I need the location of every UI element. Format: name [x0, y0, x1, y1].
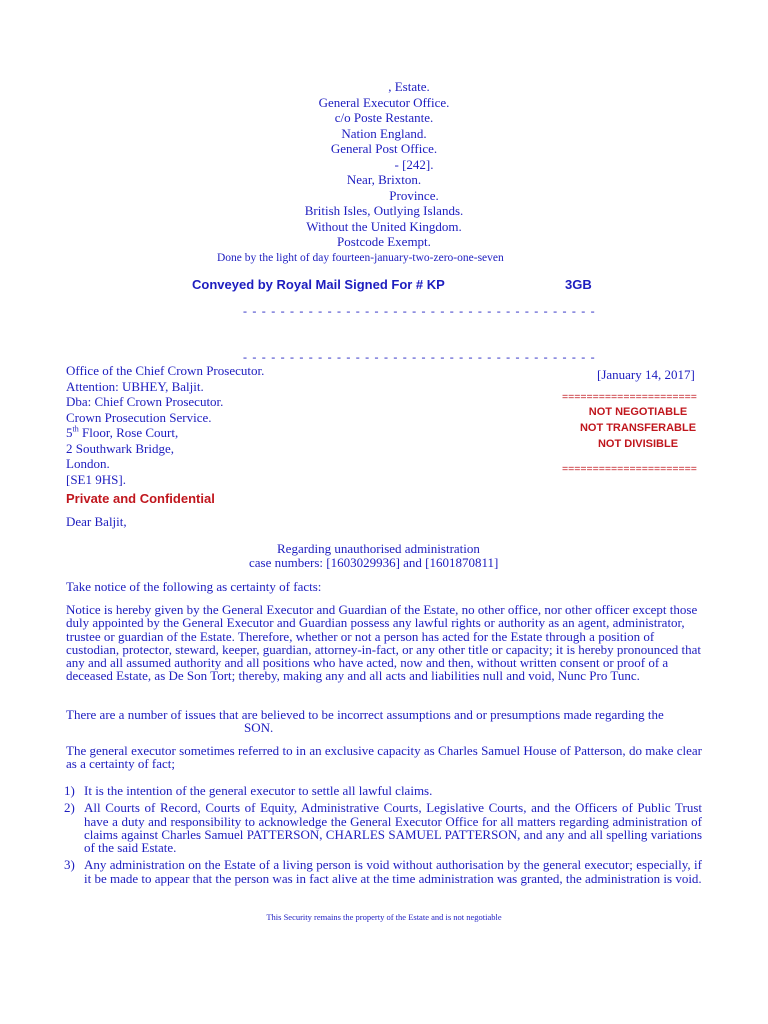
header-line: , Estate.	[388, 79, 430, 94]
recipient-line: London.	[66, 456, 110, 471]
recipient-floor-line	[66, 425, 264, 441]
recipient-address-block	[66, 363, 264, 487]
header-line: c/o Poste Restante.	[334, 110, 434, 125]
done-by-line: Done by the light of day fourteen-january-two-zero-one-seven	[217, 252, 504, 264]
not-negotiable-label: NOT NEGOTIABLE	[588, 406, 688, 418]
list-item	[66, 784, 702, 797]
not-transferable-label: NOT TRANSFERABLE	[579, 422, 697, 434]
footer-note: This Security remains the property of the Estate and is not negotiable	[266, 912, 502, 922]
rule-top: ======================	[562, 391, 697, 403]
header-line: British Isles, Outlying Islands.	[304, 203, 464, 218]
floor-number: 5	[66, 425, 73, 440]
list-item	[66, 801, 702, 854]
notice-paragraph: Notice is hereby given by the General Executor and Guardian of the Estate, no other office, nor other officer except those duly appointed by the General Executor and Guardian possess any lawful rights or authority as an agent, administrator, trustee or guardian of the Estate. Therefore, whether or not a person has acted for the Estate through a position of custodian, protector, steward, keeper, guardian, attorney-in-fact, or any other title or capacity; it is hereby pronounced that any and all assumed authority and all positions who have acted, now and then, without written consent or proof of a deceased Estate, as De Son Tort; thereby, making any and all acts and liabilities null and void, Nunc Pro Tunc.	[66, 602, 701, 684]
regarding-line: Regarding unauthorised administration	[277, 541, 480, 556]
list-item-text: Any administration on the Estate of a living person is void without authorisation by the general executor; especially, if it be made to appear that the person was in fact alive at the time administration was granted, the administration is void.	[84, 857, 702, 886]
issues-paragraph-line1: There are a number of issues that are believed to be incorrect assumptions and or presumptions made regarding the	[66, 707, 664, 722]
not-divisible-label: NOT DIVISIBLE	[597, 438, 679, 450]
take-notice-paragraph: Take notice of the following as certainty of facts:	[66, 579, 322, 594]
case-numbers-line: case numbers: [1603029936] and [1601870811]	[249, 555, 499, 570]
list-item-number: 1)	[64, 783, 75, 798]
recipient-line: [SE1 9HS].	[66, 471, 126, 487]
recipient-line: Crown Prosecution Service.	[66, 409, 212, 425]
header-line: General Executor Office.	[318, 94, 450, 110]
recipient-line: Dba: Chief Crown Prosecutor.	[66, 394, 224, 409]
floor-suffix: th	[72, 424, 79, 434]
list-item-text: It is the intention of the general executor to settle all lawful claims.	[84, 783, 433, 798]
header-line: Without the United Kingdom.	[306, 218, 462, 234]
dash-line: - - - - - - - - - - - - - - - - - - - - - - - - - - - - - - - - - - - - - -	[243, 350, 596, 364]
header-line: General Post Office.	[330, 141, 438, 156]
private-confidential-heading: Private and Confidential	[66, 491, 215, 506]
header-line: Postcode Exempt.	[337, 234, 431, 249]
issues-paragraph-line2: SON.	[244, 720, 274, 735]
rule-bottom: ======================	[562, 463, 697, 475]
salutation: Dear Baljit,	[66, 514, 127, 529]
list-item-text: All Courts of Record, Courts of Equity, Administrative Courts, Legislative Courts, and the Officers of Public Trust have a duty and responsibility to acknowledge the General Executor Office for all matters regarding administration of claims against Charles Samuel PATTERSON, CHARLES SAMUEL PATTERSON, and any and all spelling variations of the said Estate.	[84, 800, 702, 856]
floor-text: Floor, Rose Court,	[81, 425, 179, 440]
dash-line: - - - - - - - - - - - - - - - - - - - - - - - - - - - - - - - - - - - - - -	[243, 304, 596, 318]
header-line: Nation England.	[341, 125, 427, 141]
header-line: - [242].	[394, 156, 434, 172]
general-executor-paragraph: The general executor sometimes referred to in an exclusive capacity as Charles Samuel House of Patterson, do make clear as a certainty of fact;	[66, 743, 702, 772]
recipient-line: 2 Southwark Bridge,	[66, 440, 174, 456]
sender-address-block	[0, 79, 768, 250]
conveyed-label: Conveyed by Royal Mail Signed For # KP	[192, 277, 445, 292]
claims-list	[66, 784, 702, 889]
list-item-number: 3)	[64, 857, 75, 873]
recipient-line: Attention: UBHEY, Baljit.	[66, 378, 204, 394]
header-line: Near, Brixton.	[346, 172, 422, 187]
list-item	[66, 858, 702, 885]
letter-date: [January 14, 2017]	[597, 367, 695, 382]
header-line: Province.	[389, 187, 439, 203]
conveyed-code: 3GB	[565, 277, 592, 292]
recipient-line: Office of the Chief Crown Prosecutor.	[66, 363, 265, 378]
list-item-number: 2)	[64, 800, 75, 816]
